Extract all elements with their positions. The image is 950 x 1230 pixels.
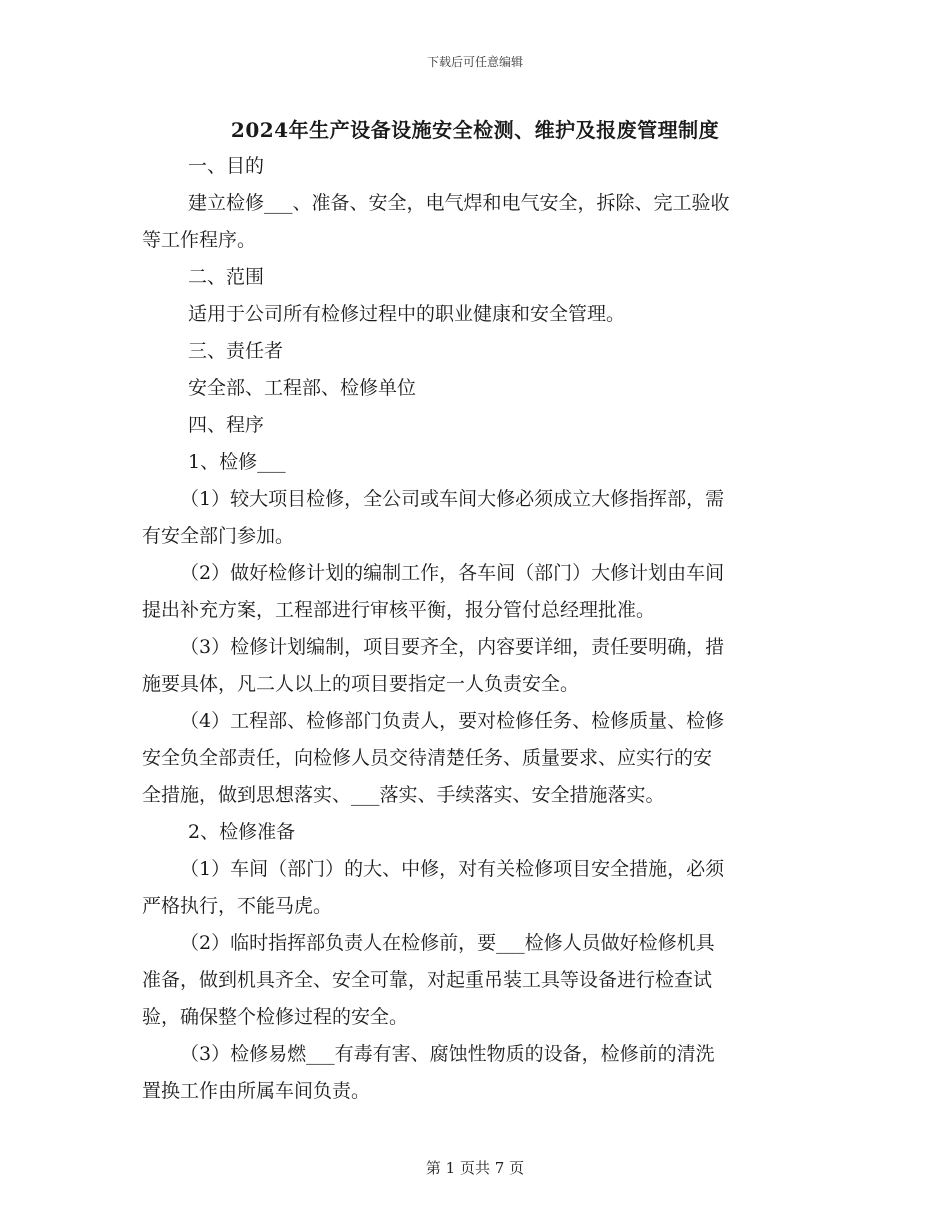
body-line: 准备，做到机具齐全、安全可靠，对起重吊装工具等设备进行检查试 [142, 969, 713, 991]
page-number: 第 1 页共 7 页 [425, 1159, 525, 1177]
body-line: 严格执行，不能马虎。 [142, 895, 333, 917]
body-line: 等工作程序。 [142, 229, 257, 251]
body-line: 四、程序 [188, 414, 265, 436]
body-line: （3）检修易燃___有毒有害、腐蚀性物质的设备，检修前的清洗 [180, 1043, 715, 1065]
body-line: 二、范围 [188, 266, 265, 288]
body-line: 三、责任者 [188, 340, 284, 362]
body-line: （2）做好检修计划的编制工作，各车间（部门）大修计划由车间 [180, 562, 725, 584]
body-line: （2）临时指挥部负责人在检修前，要___检修人员做好检修机具 [180, 932, 715, 954]
body-line: 提出补充方案，工程部进行审核平衡，报分管付总经理批准。 [142, 599, 656, 621]
document-body [142, 148, 808, 1110]
body-line: 建立检修___、准备、安全，电气焊和电气安全，拆除、完工验收 [188, 192, 730, 214]
body-line: 安全部、工程部、检修单位 [188, 377, 417, 399]
body-line: （4）工程部、检修部门负责人，要对检修任务、检修质量、检修 [180, 710, 725, 732]
body-line: 2、检修准备 [188, 821, 296, 843]
body-line: 适用于公司所有检修过程中的职业健康和安全管理。 [188, 303, 626, 325]
body-line: 安全负全部责任，向检修人员交待清楚任务、质量要求、应实行的安 [142, 747, 713, 769]
page-header-note: 下载后可任意编辑 [426, 55, 523, 69]
body-line: 验，确保整个检修过程的安全。 [142, 1006, 409, 1028]
body-line: 置换工作由所属车间负责。 [142, 1080, 371, 1102]
body-line: （1）较大项目检修，全公司或车间大修必须成立大修指挥部，需 [180, 488, 725, 510]
body-line: 1、检修___ [188, 451, 286, 473]
document-title: 2024年生产设备设施安全检测、维护及报废管理制度 [230, 118, 720, 142]
body-line: （3）检修计划编制，项目要齐全，内容要详细，责任要明确，措 [180, 636, 725, 658]
body-line: 施要具体，凡二人以上的项目要指定一人负责安全。 [142, 673, 580, 695]
body-line: 一、目的 [188, 155, 265, 177]
body-line: （1）车间（部门）的大、中修，对有关检修项目安全措施，必须 [180, 858, 725, 880]
body-line: 全措施，做到思想落实、___落实、手续落实、安全措施落实。 [142, 784, 665, 806]
body-line: 有安全部门参加。 [142, 525, 295, 547]
